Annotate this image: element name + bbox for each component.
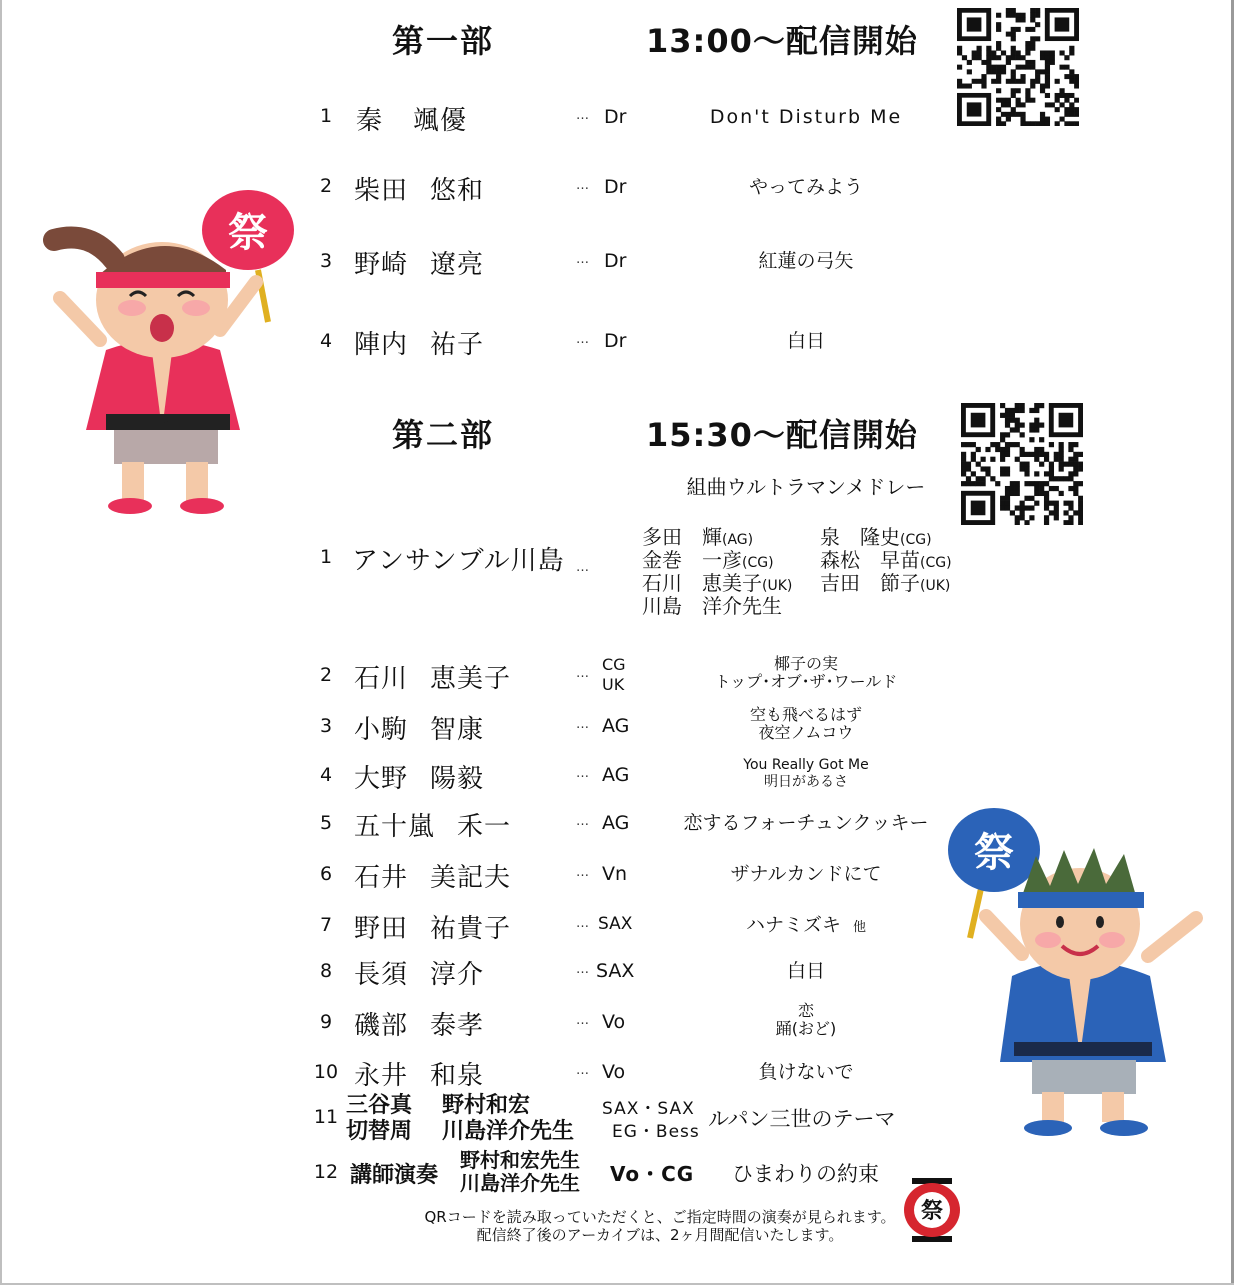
row-number: 10 bbox=[313, 1061, 339, 1083]
performer-name: 大野 陽毅 bbox=[354, 764, 485, 794]
row-number: 3 bbox=[319, 250, 333, 272]
song-title: ひまわりの約束 bbox=[732, 1162, 879, 1186]
instrument: SAX bbox=[598, 914, 633, 934]
song-title: Don't Disturb Me bbox=[709, 106, 903, 128]
leader-dots: … bbox=[576, 666, 589, 681]
leader-dots: … bbox=[576, 252, 589, 267]
row-number: 2 bbox=[319, 175, 333, 197]
instrument: SAX bbox=[596, 960, 635, 982]
song-title: You Really Got Me 明日があるさ bbox=[743, 757, 869, 790]
given-name: 遼亮 bbox=[430, 250, 485, 280]
part2-qr-code[interactable] bbox=[961, 403, 1083, 525]
row-number: 7 bbox=[319, 914, 333, 936]
song-title: 恋するフォーチュンクッキー bbox=[683, 812, 929, 834]
leader-dots: … bbox=[576, 766, 589, 781]
row-number: 3 bbox=[319, 715, 333, 737]
ensemble-name: アンサンブル川島 bbox=[352, 546, 565, 576]
leader-dots: … bbox=[576, 108, 589, 123]
instrument: SAX・SAX EG・Bess bbox=[602, 1099, 700, 1142]
instrument: AG bbox=[602, 715, 630, 737]
performer-name: 野田 祐貴子 bbox=[354, 914, 512, 944]
leader-dots: … bbox=[576, 962, 589, 977]
row-number: 12 bbox=[313, 1161, 339, 1183]
song-title: 椰子の実 トップ･オブ･ザ･ワールド bbox=[714, 654, 898, 691]
instrument: Vo bbox=[602, 1061, 626, 1083]
performer-name: 小駒 智康 bbox=[354, 715, 485, 745]
song-title: 負けないで bbox=[758, 1061, 854, 1083]
ensemble-member: 吉田 節子(UK) bbox=[820, 571, 951, 595]
part1-qr-code[interactable] bbox=[957, 8, 1079, 126]
performer-name bbox=[356, 100, 467, 137]
part1-title: 第一部 bbox=[392, 22, 495, 60]
border-left bbox=[0, 0, 2, 1285]
part1-time: 13:00～配信開始 bbox=[646, 22, 918, 60]
footer-note: QRコードを読み取っていただくと、ご指定時間の演奏が見られます。 配信終了後のアーカイブは、2ヶ月間配信いたします。 bbox=[424, 1208, 896, 1244]
ensemble-member: 川島 洋介先生 bbox=[642, 594, 782, 618]
performer-names: 三谷真 野村和宏 切替周 川島洋介先生 bbox=[346, 1093, 575, 1144]
row-number: 6 bbox=[319, 863, 333, 885]
song-title: 紅蓮の弓矢 bbox=[758, 250, 854, 272]
song-title: 恋 踊(おど) bbox=[775, 1001, 837, 1038]
instrument: Dr bbox=[604, 176, 627, 198]
song-title: ザナルカンドにて bbox=[730, 863, 882, 885]
family-name: 野崎 bbox=[354, 250, 409, 280]
instrument: Dr bbox=[604, 330, 627, 352]
svg-text:祭: 祭 bbox=[228, 210, 268, 256]
song-title: 組曲ウルトラマンメドレー bbox=[686, 475, 926, 499]
part2-title: 第二部 bbox=[392, 416, 495, 454]
part2-time: 15:30～配信開始 bbox=[646, 416, 918, 454]
song-title: 白日 bbox=[786, 960, 825, 982]
performer-name: 長須 淳介 bbox=[354, 960, 485, 990]
ensemble-member: 金巻 一彦(CG) bbox=[642, 548, 774, 572]
song-title: 白日 bbox=[786, 330, 825, 352]
row-number: 1 bbox=[319, 105, 333, 127]
instrument: Vn bbox=[602, 863, 628, 885]
row-number: 11 bbox=[313, 1106, 339, 1128]
ensemble-member: 森松 早苗(CG) bbox=[820, 548, 952, 572]
instrument: AG bbox=[602, 764, 630, 786]
performer-name: 石川 恵美子 bbox=[354, 664, 512, 694]
festival-boy-illustration bbox=[940, 806, 1216, 1146]
song-title: ハナミズキ 他 bbox=[745, 914, 867, 936]
performer-name: 磯部 泰孝 bbox=[354, 1011, 485, 1041]
leader-dots: … bbox=[576, 560, 589, 575]
performer-name: 永井 和泉 bbox=[354, 1061, 485, 1091]
leader-dots: … bbox=[576, 1063, 589, 1078]
given-name: 悠和 bbox=[430, 176, 485, 206]
row-number: 9 bbox=[319, 1011, 333, 1033]
row-number: 1 bbox=[319, 546, 333, 568]
song-title: ルパン三世のテーマ bbox=[708, 1107, 896, 1131]
family-name: 秦 bbox=[356, 106, 384, 136]
row-number: 4 bbox=[319, 330, 333, 352]
festival-girl-illustration bbox=[30, 190, 300, 530]
row-number: 5 bbox=[319, 812, 333, 834]
instrument: Dr bbox=[604, 250, 627, 272]
leader-dots: … bbox=[576, 814, 589, 829]
performer-name: 五十嵐 禾一 bbox=[354, 812, 512, 842]
leader-dots: … bbox=[576, 717, 589, 732]
ensemble-member: 多田 輝(AG) bbox=[642, 525, 754, 549]
song-title: 空も飛べるはず 夜空ノムコウ bbox=[749, 705, 862, 742]
given-name: 祐子 bbox=[430, 330, 485, 360]
svg-text:祭: 祭 bbox=[974, 830, 1014, 876]
instrument: AG bbox=[602, 812, 630, 834]
row-number: 2 bbox=[319, 664, 333, 686]
given-name: 颯優 bbox=[413, 106, 468, 136]
song-title: やってみよう bbox=[748, 176, 863, 198]
ensemble-member: 泉 隆史(CG) bbox=[820, 525, 932, 549]
teacher-performance-label: 講師演奏 bbox=[350, 1163, 439, 1188]
performer-name: 石井 美記夫 bbox=[354, 863, 512, 893]
festival-lantern-icon bbox=[896, 1174, 968, 1246]
instrument: Vo bbox=[602, 1011, 626, 1033]
family-name: 陣内 bbox=[354, 330, 409, 360]
ensemble-member: 石川 恵美子(UK) bbox=[642, 571, 793, 595]
performer-names: 野村和宏先生 川島洋介先生 bbox=[460, 1148, 580, 1195]
instrument: Vo・CG bbox=[610, 1162, 695, 1186]
performer-name bbox=[354, 324, 484, 361]
family-name: 柴田 bbox=[354, 176, 409, 206]
instrument: CG UK bbox=[602, 655, 626, 694]
performer-name bbox=[354, 244, 484, 281]
leader-dots: … bbox=[576, 332, 589, 347]
svg-text:祭: 祭 bbox=[920, 1199, 944, 1224]
leader-dots: … bbox=[576, 178, 589, 193]
instrument: Dr bbox=[604, 106, 627, 128]
row-number: 4 bbox=[319, 764, 333, 786]
performer-name bbox=[354, 170, 484, 207]
row-number: 8 bbox=[319, 960, 333, 982]
leader-dots: … bbox=[576, 916, 589, 931]
leader-dots: … bbox=[576, 865, 589, 880]
leader-dots: … bbox=[576, 1013, 589, 1028]
